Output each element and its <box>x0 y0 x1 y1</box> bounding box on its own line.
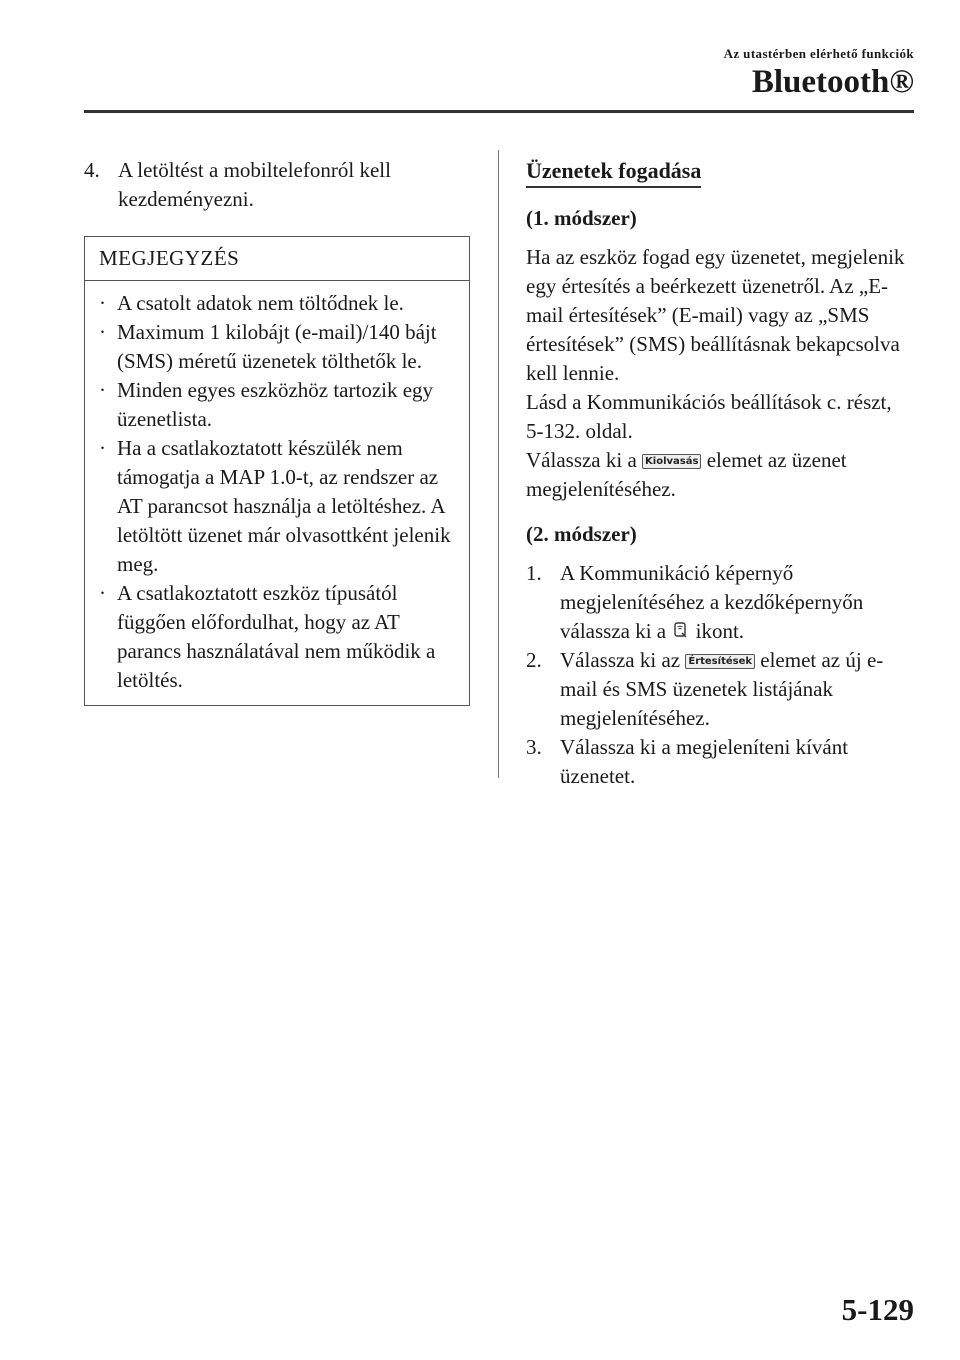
step-4 <box>84 156 470 214</box>
method-1-para-1: Ha az eszköz fogad egy üzenetet, megjelenik egy értesítés a beérkezett üzenetről. Az „E-mail értesítések” (E-mail) vagy az „SMS értesítések” (SMS) beállításnak bekapcsolva kell lennie. <box>526 245 905 385</box>
kiolvasas-button: Kiolvasás <box>642 454 701 469</box>
note-bullet: · A csatlakoztatott eszköz típusától függően előfordulhat, hogy az AT parancs használatával nem működik a letöltés. <box>99 581 436 692</box>
step-number: 4. <box>84 158 100 182</box>
note-bullet: · Ha a csatlakoztatott készülék nem támogatja a MAP 1.0-t, az rendszer az AT parancsot használja a letöltéshez. A letöltött üzenet már olvasottként jelenik meg. <box>99 436 451 576</box>
step-number: 1. <box>526 561 542 585</box>
column-divider <box>498 150 499 778</box>
note-bullet: · A csatolt adatok nem töltődnek le. <box>99 291 404 315</box>
step-2: 2. Válassza ki az Értesítések elemet az új e-mail és SMS üzenetek listájának megjelenítéséhez. <box>526 646 914 733</box>
header-rule <box>84 110 914 113</box>
note-bullet: · Maximum 1 kilobájt (e-mail)/140 bájt (SMS) méretű üzenetek tölthetők le. <box>99 320 437 373</box>
right-column <box>526 156 914 791</box>
left-column <box>84 156 470 706</box>
method-1-title: (1. módszer) <box>526 206 637 230</box>
ertesitesek-button: Értesítések <box>685 654 755 669</box>
method-1-para-3: Válassza ki a Kiolvasás elemet az üzenet megjelenítéséhez. <box>526 448 847 501</box>
communication-icon <box>673 622 688 639</box>
step-text: Válassza ki a megjeleníteni kívánt üzenetet. <box>560 735 849 788</box>
note-body <box>85 281 469 705</box>
method-1-para-2: Lásd a Kommunikációs beállítások c. részt, 5-132. oldal. <box>526 390 892 443</box>
step-number: 2. <box>526 648 542 672</box>
note-title: MEGJEGYZÉS <box>85 237 469 281</box>
step-3 <box>526 733 914 791</box>
header-subtitle: Az utastérben elérhető funkciók <box>723 46 914 61</box>
page-title: Bluetooth® <box>751 64 914 100</box>
note-box <box>84 236 470 706</box>
note-bullet: · Minden egyes eszközhöz tartozik egy üzenetlista. <box>99 378 434 431</box>
section-title: Üzenetek fogadása <box>526 158 701 188</box>
step-number: 3. <box>526 735 542 759</box>
step-text: A letöltést a mobiltelefonról kell kezdeményezni. <box>118 158 391 211</box>
page-number: 5-129 <box>841 1292 914 1327</box>
step-1: 1. A Kommunikáció képernyő megjelenítéséhez a kezdőképernyőn válassza ki a ikont. <box>526 559 914 646</box>
method-2-title: (2. módszer) <box>526 522 637 546</box>
